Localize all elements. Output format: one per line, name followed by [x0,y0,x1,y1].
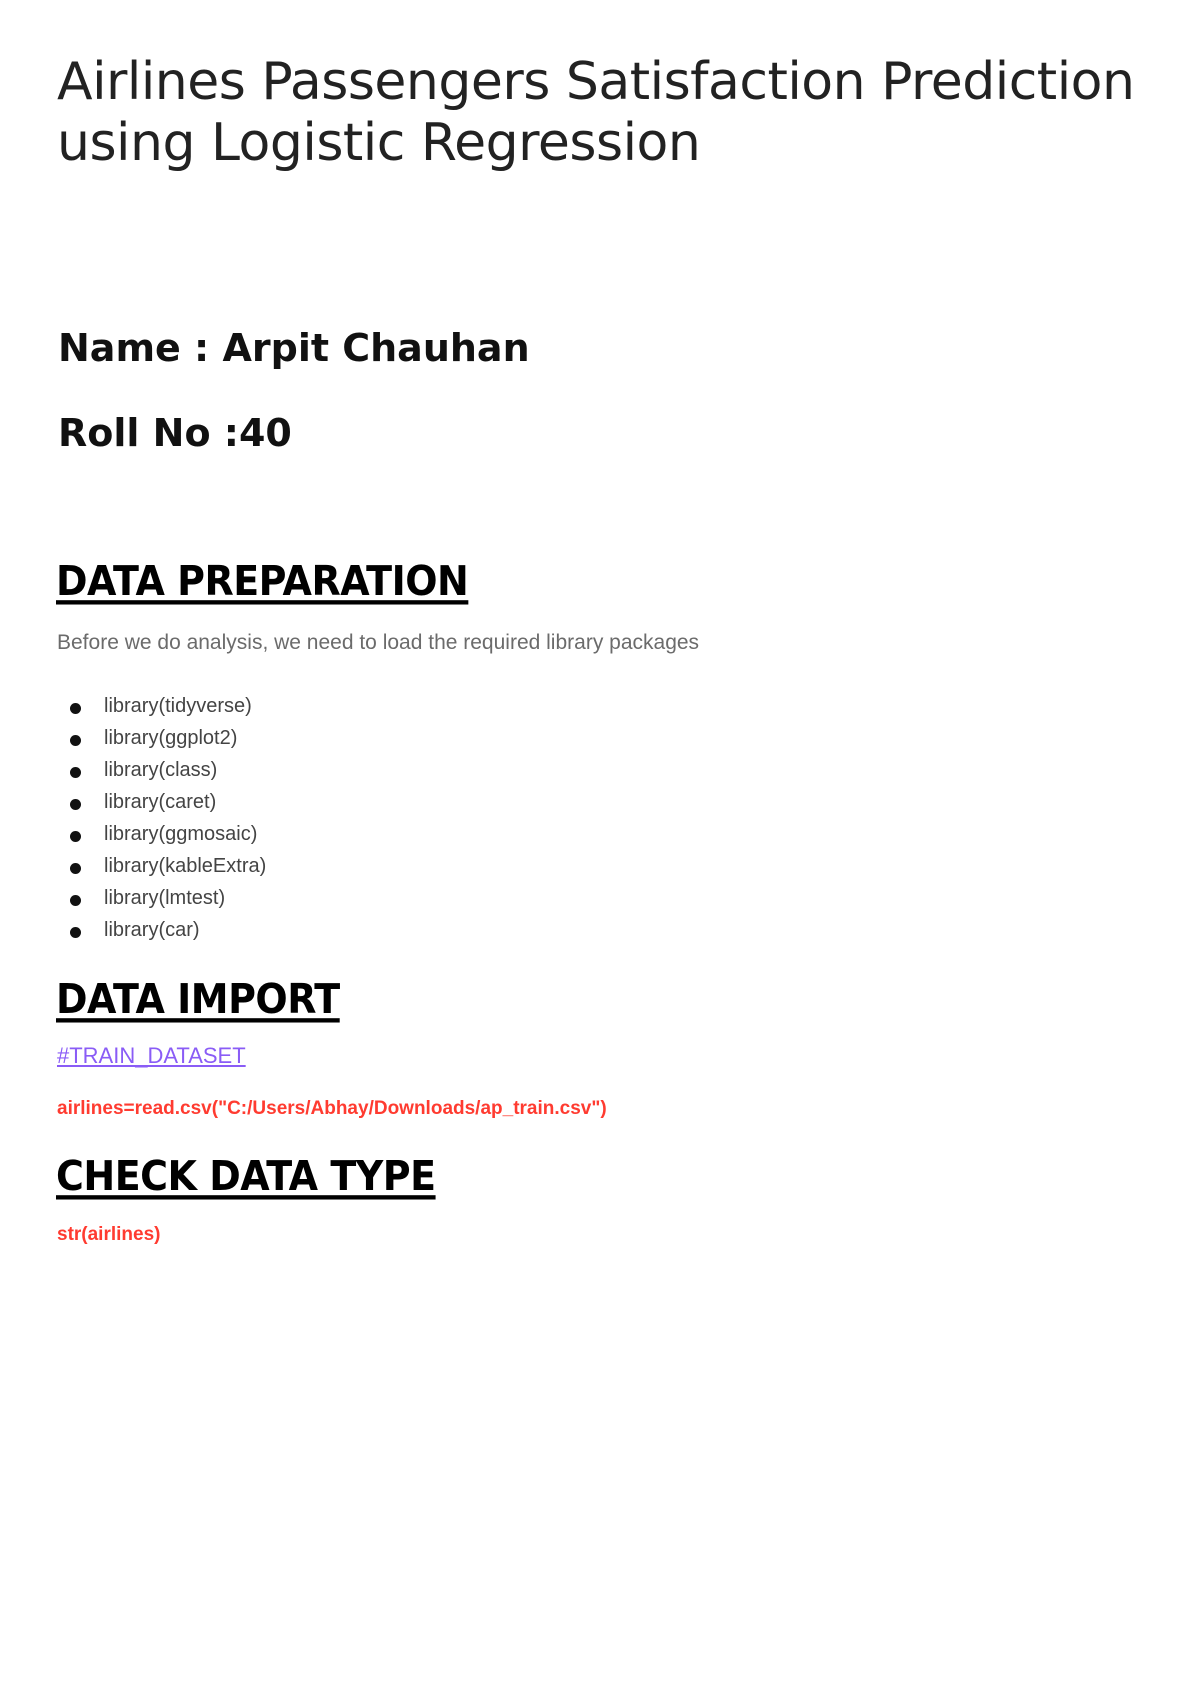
section-heading-data-preparation: DATA PREPARATION [56,557,469,605]
package-label: library(lmtest) [104,886,226,909]
roll-number: Roll No :40 [58,411,292,455]
list-item [70,754,266,786]
list-item [70,722,266,754]
package-label: library(ggplot2) [104,726,238,749]
list-item [70,786,266,818]
list-item [70,882,266,914]
bullet-icon [70,895,81,906]
author-name: Name : Arpit Chauhan [58,326,530,370]
package-label: library(tidyverse) [104,694,252,717]
bullet-icon [70,735,81,746]
package-list [70,690,266,946]
read-csv-code: airlines=read.csv("C:/Users/Abhay/Downloads/ap_train.csv") [57,1098,607,1119]
bullet-icon [70,927,81,938]
package-label: library(ggmosaic) [104,822,258,845]
package-label: library(car) [104,918,200,941]
data-preparation-intro: Before we do analysis, we need to load the required library packages [57,631,700,654]
str-code: str(airlines) [57,1224,161,1245]
section-heading-data-import: DATA IMPORT [56,975,340,1023]
document-title: Airlines Passengers Satisfaction Prediction using Logistic Regression [57,52,1135,173]
bullet-icon [70,767,81,778]
bullet-icon [70,831,81,842]
bullet-icon [70,703,81,714]
section-heading-check-data-type: CHECK DATA TYPE [56,1152,436,1200]
package-label: library(kableExtra) [104,854,267,877]
package-label: library(caret) [104,790,217,813]
list-item [70,914,266,946]
list-item [70,818,266,850]
bullet-icon [70,799,81,810]
train-dataset-link[interactable]: #TRAIN_DATASET [57,1043,246,1068]
bullet-icon [70,863,81,874]
list-item [70,690,266,722]
package-label: library(class) [104,758,218,781]
list-item [70,850,266,882]
